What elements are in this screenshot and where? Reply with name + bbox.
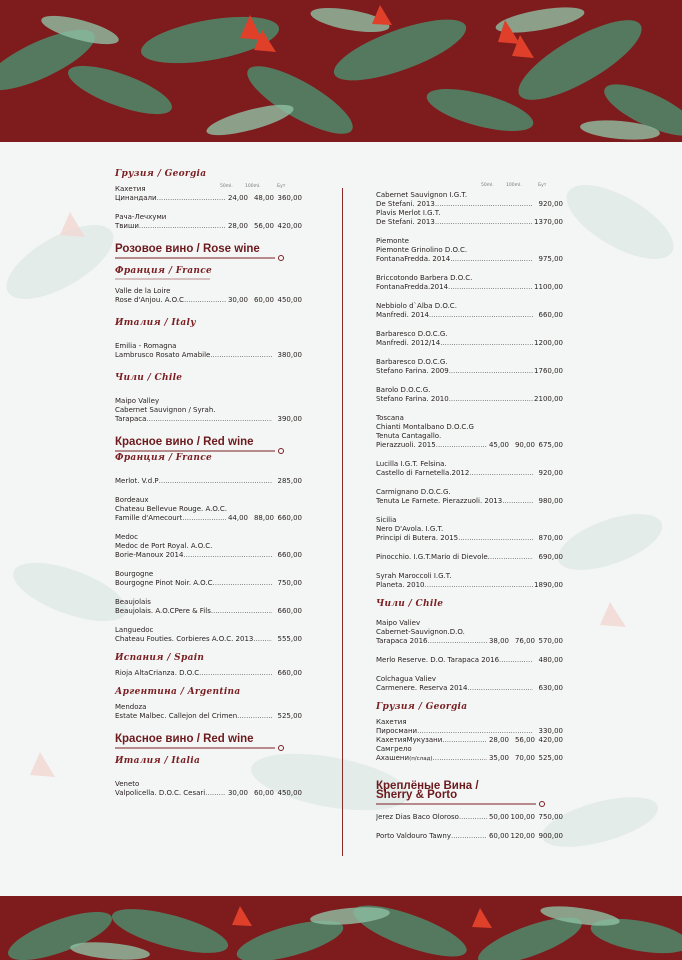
section-title: Красное вино / Red wine <box>115 436 254 448</box>
subregion: Emilia - Romagna <box>115 342 177 350</box>
wine-row: Pinocchio. I.G.T.Mario di Dievole. ..... 690,00 <box>376 553 563 562</box>
wine-line: Syrah Maroccoli I.G.T. <box>376 572 452 580</box>
subregion: Veneto <box>115 780 140 788</box>
section-title: Sherry & Porto <box>376 789 458 801</box>
wine-row: Manfredi. 2014 ..... 660,00 <box>376 311 563 320</box>
region-heading: Франция / France <box>115 453 213 463</box>
subregion: Кахетия <box>376 718 407 726</box>
wine-row: Chateau Fouties. Corbieres A.O.C. 2013 ..... 555,00 <box>115 635 302 644</box>
region-heading: Аргентина / Argentina <box>115 687 241 697</box>
region-heading: Грузия / Georgia <box>376 702 468 712</box>
col-header: 100ml. <box>506 183 522 188</box>
wine-line: Carmignano D.O.C.G. <box>376 488 451 496</box>
wine-line: Lucilla I.G.T. Felsina. <box>376 460 447 468</box>
wine-row: Ахашени(п/слад) ..... 35,00 70,00 525,00 <box>376 754 563 764</box>
wine-row: Tarapaca ..... 390,00 <box>115 415 302 424</box>
region-heading: Италия / Italia <box>115 756 201 766</box>
wine-line: Barbaresco D.O.C.G. <box>376 358 448 366</box>
region-heading: Италия / Italy <box>115 318 196 328</box>
wine-line: Briccotondo Barbera D.O.C. <box>376 274 473 282</box>
wine-row: Твиши ..... 28,00 56,00 420,00 <box>115 222 302 231</box>
wine-line: Piemonte Grinolino D.O.C. <box>376 246 468 254</box>
wine-row: Estate Malbec. Callejon del Crimen ..... 525,00 <box>115 712 302 721</box>
wine-line: Cabernet-Sauvignon.D.O. <box>376 628 465 636</box>
wine-row: КахетияМукузани ..... 28,00 56,00 420,00 <box>376 736 563 745</box>
wine-row: Principi di Butera. 2015 ..... 870,00 <box>376 534 563 543</box>
top-floral-banner <box>0 0 682 142</box>
right-column <box>376 185 566 841</box>
section-title: Креплёные Вина / <box>376 780 479 792</box>
wine-row: Пиросмани ..... 330,00 <box>376 727 563 736</box>
subregion: Medoc <box>115 533 138 541</box>
wine-line: Nebbiolo d`Alba D.O.C. <box>376 302 457 310</box>
subregion: Valle de la Loire <box>115 287 171 295</box>
wine-row: Carmenere. Reserva 2014 ..... 630,00 <box>376 684 563 693</box>
region-heading: Чили / Chile <box>376 599 444 609</box>
wine-row: Merlot. V.d.P ..... 285,00 <box>115 477 302 486</box>
wine-row: Jerez Dias Baco Oloroso ..... 50,00 100,00 750,00 <box>376 813 563 822</box>
wine-line: Chianti Montalbano D.O.C.G <box>376 423 474 431</box>
section-title: Красное вино / Red wine <box>115 733 254 745</box>
subregion: Самгрело <box>376 745 412 753</box>
wine-line: Barolo D.O.C.G. <box>376 386 431 394</box>
wine-row: FontanaFredda. 2014 ..... 975,00 <box>376 255 563 264</box>
left-column <box>115 170 305 798</box>
subregion: Colchagua Valiev <box>376 675 436 683</box>
wine-row: Stefano Farina. 2010 ..... 2100,00 <box>376 395 563 404</box>
wine-row: Valpolicella. D.O.C. Cesari ..... 30,00 60,00 450,00 <box>115 789 302 798</box>
wine-line: Tenuta Cantagallo. <box>376 432 442 440</box>
wine-line: Plavis Merlot I.G.T. <box>376 209 441 217</box>
wine-row: Tenuta Le Farnete. Pierazzuoli. 2013 ..... 980,00 <box>376 497 563 506</box>
wine-row: Famille d'Amecourt ..... 44,00 88,00 660,00 <box>115 514 302 523</box>
wine-row: Rose d'Anjou. A.O.C ..... 30,00 60,00 450,00 <box>115 296 302 305</box>
wine-row: Цинандали ..... 24,00 48,00 360,00 <box>115 194 302 203</box>
wine-line: Nero D'Avola. I.G.T. <box>376 525 444 533</box>
wine-row: De Stefani. 2013 ..... 1370,00 <box>376 218 563 227</box>
subregion: Toscana <box>376 414 404 422</box>
wine-row: Pierazzuoli. 2015 ..... 45,00 90,00 675,00 <box>376 441 563 450</box>
wine-line: Chateau Bellevue Rouge. A.O.C. <box>115 505 227 513</box>
wine-row: Stefano Farina. 2009 ..... 1760,00 <box>376 367 563 376</box>
region-heading: Грузия / Georgia <box>115 169 207 179</box>
subregion: Sicilia <box>376 516 397 524</box>
bottom-floral-banner <box>0 896 682 960</box>
section-title: Розовое вино / Rose wine <box>115 243 260 255</box>
wine-row: Lambrusco Rosato Amabile ..... 380,00 <box>115 351 302 360</box>
region-heading: Чили / Chile <box>115 373 183 383</box>
col-header: Бут <box>277 184 286 189</box>
subregion: Bordeaux <box>115 496 149 504</box>
wine-row: FontanaFredda.2014 ..... 1100,00 <box>376 283 563 292</box>
subregion: Bourgogne <box>115 570 154 578</box>
subregion: Рача-Лечхуми <box>115 213 167 221</box>
wine-line: Cabernet Sauvignon I.G.T. <box>376 191 468 199</box>
wine-row: De Stefani. 2013 ..... 920,00 <box>376 200 563 209</box>
subregion: Кахетия <box>115 185 146 193</box>
wine-row: Merlo Reserve. D.O. Tarapaca 2016 ..... 480,00 <box>376 656 563 665</box>
wine-line: Medoc de Port Royal. A.O.C. <box>115 542 213 550</box>
wine-row: Borie-Manoux 2014 ..... 660,00 <box>115 551 302 560</box>
col-header: Бут <box>538 183 547 188</box>
col-header: 50ml. <box>481 183 494 188</box>
col-header: 50ml. <box>220 184 233 189</box>
subregion: Languedoc <box>115 626 154 634</box>
subregion: Beaujolais <box>115 598 151 606</box>
wine-row: Rioja AltaCrianza. D.O.C ..... 660,00 <box>115 669 302 678</box>
wine-row: Porto Valdouro Tawny ..... 60,00 120,00 900,00 <box>376 832 563 841</box>
wine-row: Castello di Farnetella.2012 ..... 920,00 <box>376 469 563 478</box>
menu-paper <box>0 142 682 896</box>
wine-row: Bourgogne Pinot Noir. A.O.C ..... 750,00 <box>115 579 302 588</box>
wine-line: Cabernet Sauvignon / Syrah. <box>115 406 216 414</box>
column-divider <box>342 188 343 856</box>
region-heading: Испания / Spain <box>115 653 205 663</box>
subregion: Maipo Valiev <box>376 619 421 627</box>
subregion: Mendoza <box>115 703 147 711</box>
region-heading: Франция / France <box>115 266 213 276</box>
wine-row: Manfredi. 2012/14 ..... 1200,00 <box>376 339 563 348</box>
wine-row: Beaujolais. A.O.CPere & Fils ..... 660,00 <box>115 607 302 616</box>
subregion: Maipo Valley <box>115 397 160 405</box>
subregion: Piemonte <box>376 237 409 245</box>
wine-row: Tarapaca 2016 ..... 38,00 76,00 570,00 <box>376 637 563 646</box>
col-header: 100ml. <box>245 184 261 189</box>
wine-line: Barbaresco D.O.C.G. <box>376 330 448 338</box>
wine-row: Planeta. 2010 ..... 1890,00 <box>376 581 563 590</box>
